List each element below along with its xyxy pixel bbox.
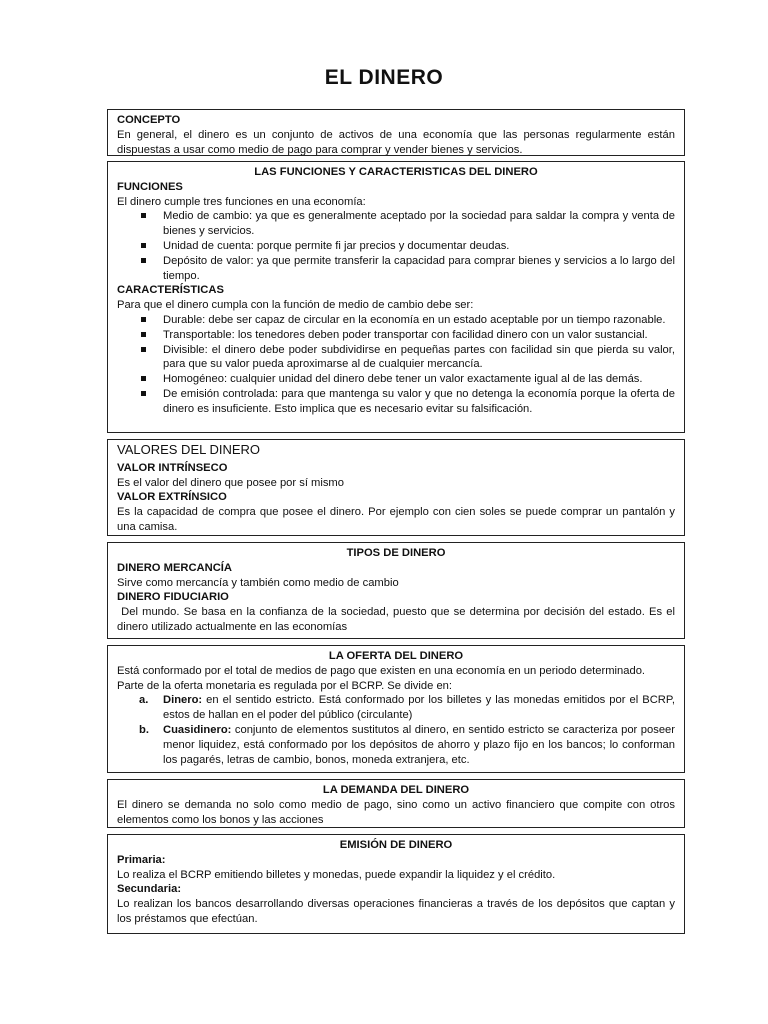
item-label: Cuasidinero: xyxy=(163,723,232,736)
funciones-intro: El dinero cumple tres funciones en una economía: xyxy=(117,195,366,208)
demanda-box xyxy=(107,779,685,828)
caracteristicas-intro: Para que el dinero cumpla con la función de medio de cambio debe ser: xyxy=(117,299,474,312)
item-label: Dinero: xyxy=(163,694,203,707)
dinero-fiduciario-text: Del mundo. Se basa en la confianza de la sociedad, puesto que se determina por decisión del estado. Es el dinero utilizado actualmente en las economías xyxy=(117,606,679,633)
secundaria-heading: Secundaria: xyxy=(117,883,182,896)
concepto-heading: CONCEPTO xyxy=(117,114,181,126)
list-item: Unidad de cuenta: porque permite fi jar precios y documentar deudas. xyxy=(163,239,675,254)
secundaria-text: Lo realizan los bancos desarrollando diversas operaciones financieras a través de los depósitos que captan y los préstamos que efectúan. xyxy=(117,898,675,925)
page-title: EL DINERO xyxy=(324,66,444,89)
oferta-list xyxy=(117,693,675,767)
oferta-text-2: Parte de la oferta monetaria es regulada por el BCRP. Se divide en: xyxy=(117,679,452,692)
valores-box xyxy=(107,439,685,536)
list-item: Transportable: los tenedores deben poder transportar con facilidad dinero con un valor sustancial. xyxy=(163,328,675,343)
funciones-list xyxy=(117,209,675,283)
funciones-heading: FUNCIONES xyxy=(117,180,183,193)
demanda-text: El dinero se demanda no solo como medio de pago, sino como un activo financiero que compite con otros elementos como los bonos y las acciones xyxy=(117,798,675,826)
valor-extrinsico-heading: VALOR EXTRÍNSICO xyxy=(117,491,227,504)
tipos-box xyxy=(107,542,685,639)
valor-intrinseco-heading: VALOR INTRÍNSECO xyxy=(117,461,228,474)
caracteristicas-list xyxy=(117,313,675,417)
item-text: conjunto de elementos sustitutos al dinero, en sentido estricto se caracteriza por poseer menor liquidez, está conformado por los depósitos de ahorro y plazo fijo en los bancos; lo conforman los pagarés, letras de cambio, bonos, moneda extranjera, etc. xyxy=(163,723,675,766)
caracteristicas-heading: CARACTERÍSTICAS xyxy=(117,284,224,297)
list-marker: a. xyxy=(139,694,149,707)
list-item: Medio de cambio: ya que es generalmente aceptado por la sociedad para saldar la compra y venta de bienes y servicios. xyxy=(163,210,675,238)
dinero-mercancia-text: Sirve como mercancía y también como medio de cambio xyxy=(117,576,399,589)
dinero-mercancia-heading: DINERO MERCANCÍA xyxy=(117,561,232,574)
emision-box xyxy=(107,834,685,934)
funciones-section-title: LAS FUNCIONES Y CARACTERISTICAS DEL DINERO xyxy=(254,166,538,178)
primaria-heading: Primaria: xyxy=(117,853,166,866)
list-item xyxy=(139,723,675,767)
concepto-box xyxy=(107,109,685,156)
list-item: De emisión controlada: para que mantenga su valor y que no detenga la economía porque la oferta de dinero es insuficiente. Esto implica que es necesario evitar su falsificación. xyxy=(163,387,675,415)
valor-intrinseco-text: Es el valor del dinero que posee por sí mismo xyxy=(117,476,344,489)
valores-section-title: VALORES DEL DINERO xyxy=(117,442,261,457)
list-item: Durable: debe ser capaz de circular en la economía en un estado aceptable por un tiempo razonable. xyxy=(163,313,675,328)
oferta-box xyxy=(107,645,685,773)
list-item xyxy=(139,693,675,723)
tipos-section-title: TIPOS DE DINERO xyxy=(346,547,446,559)
demanda-section-title: LA DEMANDA DEL DINERO xyxy=(322,784,470,796)
oferta-section-title: LA OFERTA DEL DINERO xyxy=(328,650,464,662)
emision-section-title: EMISIÓN DE DINERO xyxy=(339,839,453,851)
list-item: Homogéneo: cualquier unidad del dinero debe tener un valor exactamente igual al de las demás. xyxy=(163,372,675,387)
list-marker: b. xyxy=(139,723,149,736)
dinero-fiduciario-heading: DINERO FIDUCIARIO xyxy=(117,591,229,604)
funciones-box xyxy=(107,161,685,433)
valor-extrinsico-text: Es la capacidad de compra que posee el dinero. Por ejemplo con cien soles se puede comprar un pantalón y una camisa. xyxy=(117,506,675,533)
item-text: en el sentido estricto. Está conformado por los billetes y las monedas emitidos por el BCRP, estos de hallan en el poder del público (circulante) xyxy=(163,694,675,722)
list-item: Divisible: el dinero debe poder subdividirse en pequeñas partes con facilidad sin que pierda su valor, para que su valor pueda aproximarse al de cualquier mercancía. xyxy=(163,343,675,371)
oferta-text-1: Está conformado por el total de medios de pago que existen en una economía en un periodo determinado. xyxy=(117,664,646,677)
list-item: Depósito de valor: ya que permite transferir la capacidad para comprar bienes y servicios a lo largo del tiempo. xyxy=(163,254,675,282)
concepto-text: En general, el dinero es un conjunto de activos de una economía que las personas regularmente están dispuestas a usar como medio de pago para comprar y vender bienes y servicios. xyxy=(117,128,675,156)
primaria-text: Lo realiza el BCRP emitiendo billetes y monedas, puede expandir la liquidez y el crédito. xyxy=(117,868,556,881)
